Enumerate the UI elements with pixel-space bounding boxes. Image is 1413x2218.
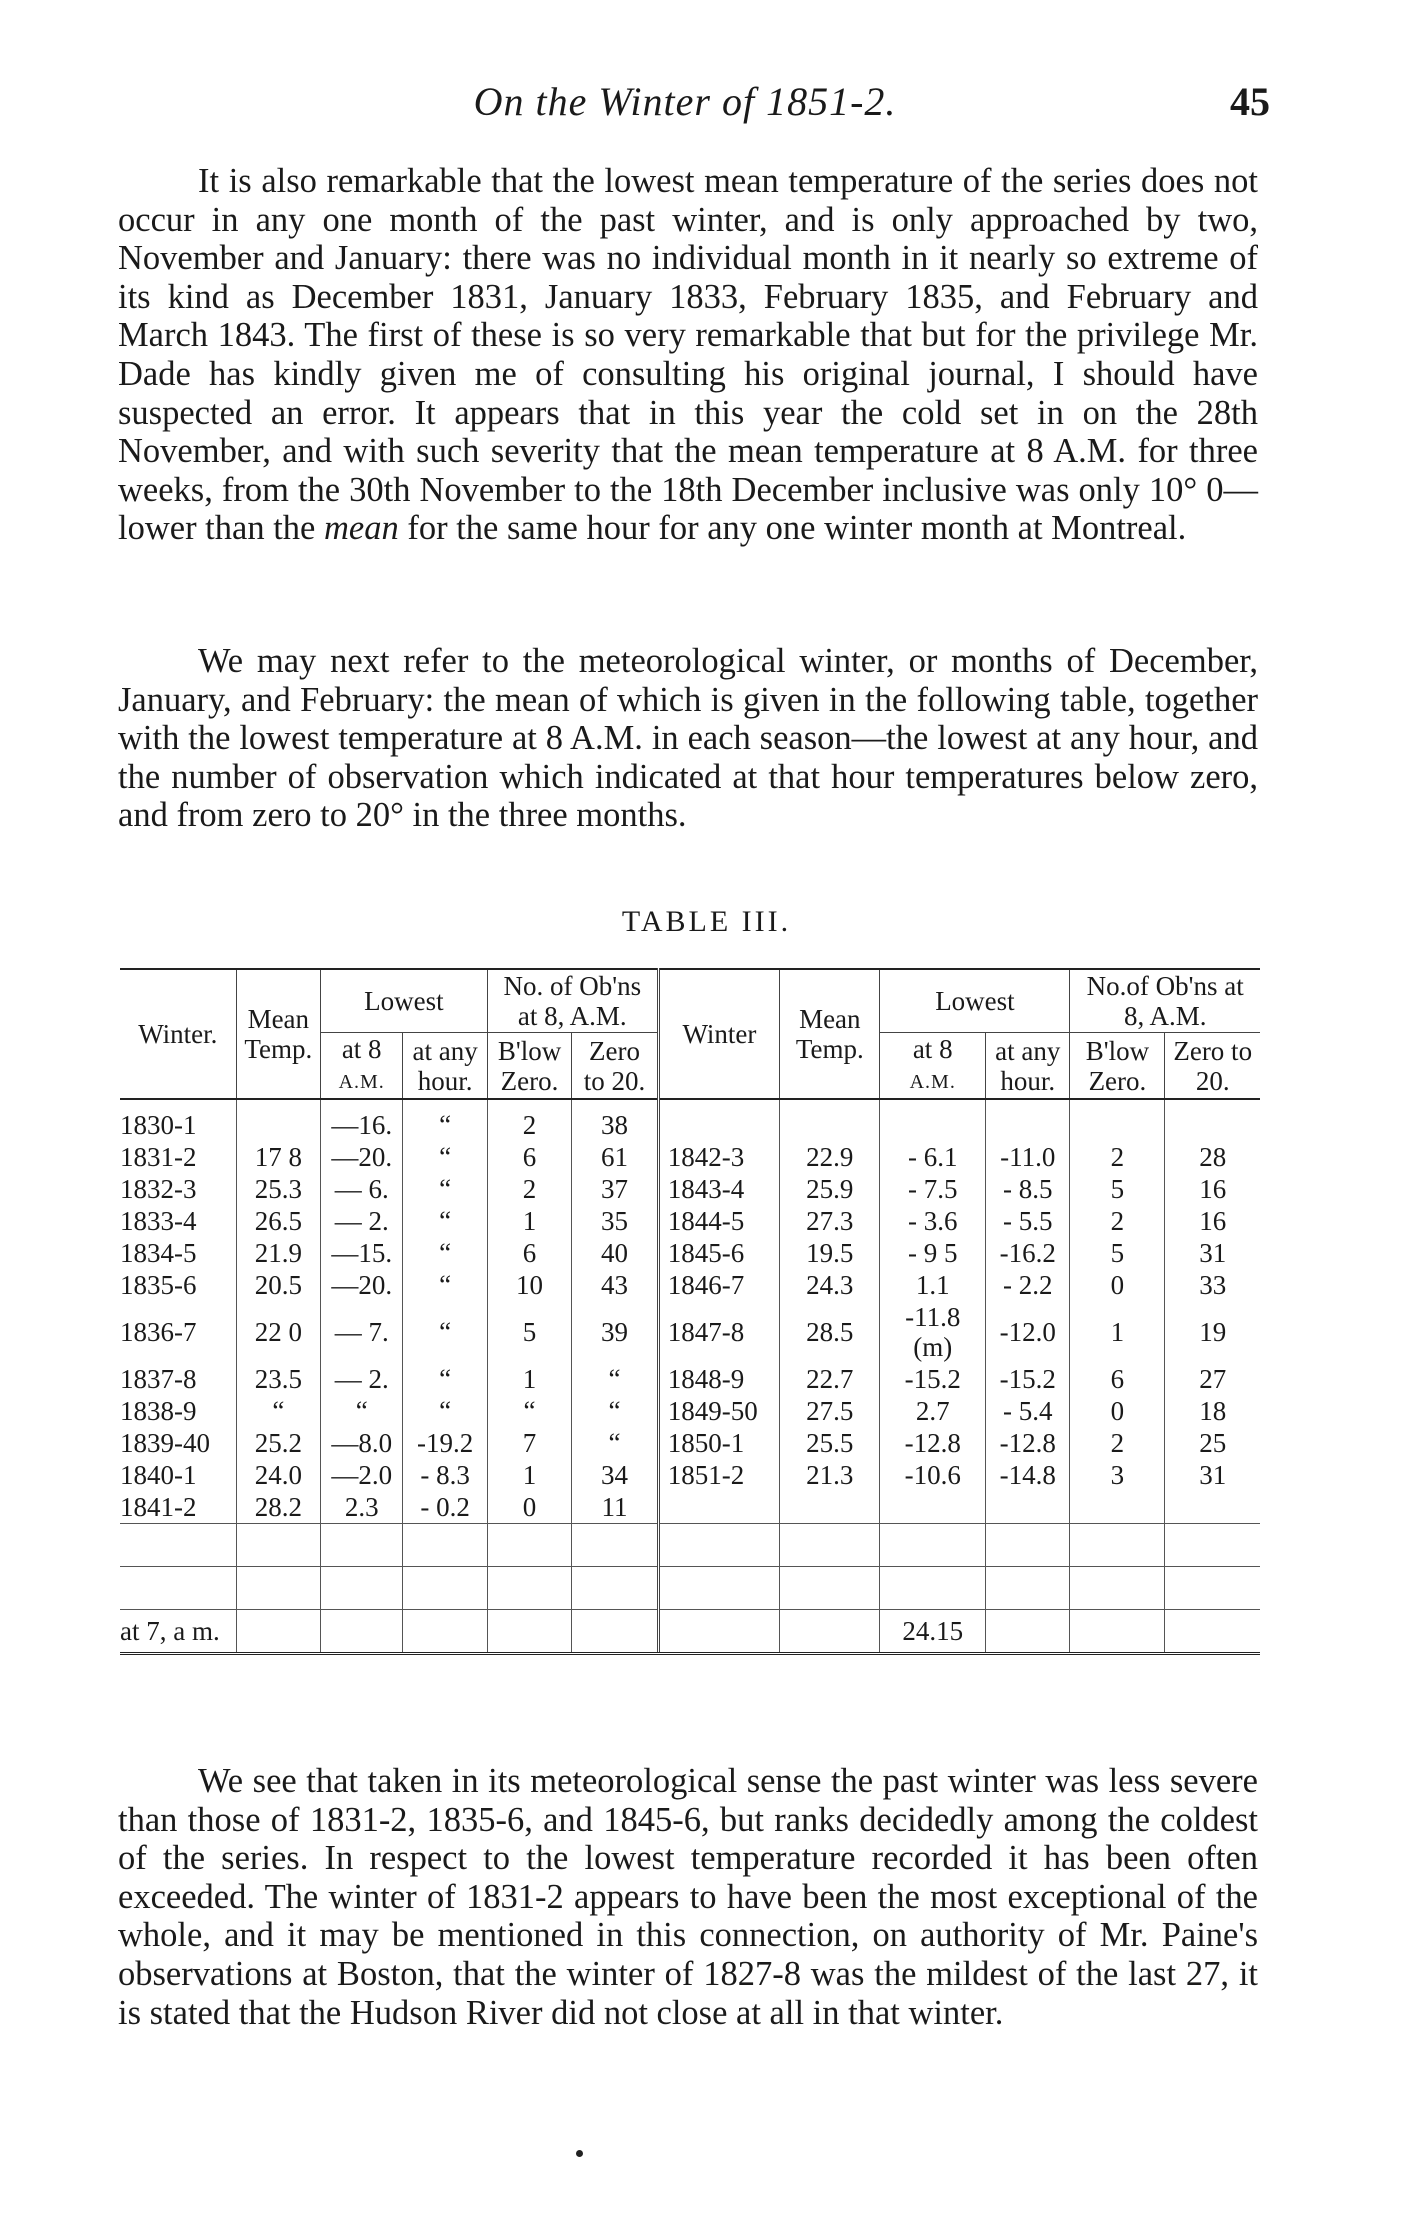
table-cell: 22 0 — [236, 1301, 320, 1363]
table-cell: 1.1 — [880, 1269, 986, 1301]
table-cell: “ — [487, 1395, 571, 1427]
table-cell: 11 — [572, 1491, 659, 1524]
table-cell: -12.8 — [985, 1427, 1069, 1459]
table-cell: 7 — [487, 1427, 571, 1459]
table-cell: 31 — [1165, 1459, 1260, 1491]
table-cell: 1844-5 — [658, 1205, 779, 1237]
table-cell: 43 — [572, 1269, 659, 1301]
table-cell: 6 — [487, 1237, 571, 1269]
table-cell: 2 — [487, 1099, 571, 1141]
data-table — [120, 968, 1260, 1655]
table-cell: 25.3 — [236, 1173, 320, 1205]
table-cell: “ — [403, 1363, 487, 1395]
table-cell: -11.0 — [985, 1141, 1069, 1173]
table-cell: — 6. — [321, 1173, 403, 1205]
table-cell: - 0.2 — [403, 1491, 487, 1524]
table-cell: 1847-8 — [658, 1301, 779, 1363]
table-cell: 1843-4 — [658, 1173, 779, 1205]
table-row — [120, 1141, 1260, 1173]
header-mean-temp: Mean Temp. — [236, 969, 320, 1099]
table-cell: 28.2 — [236, 1491, 320, 1524]
table-cell: - 9 5 — [880, 1237, 986, 1269]
table-cell: 5 — [487, 1301, 571, 1363]
table-cell: “ — [403, 1269, 487, 1301]
table-cell: 39 — [572, 1301, 659, 1363]
table-cell: — 7. — [321, 1301, 403, 1363]
table-cell — [1070, 1099, 1165, 1141]
table-cell — [780, 1099, 880, 1141]
header-at8-right: at 8 A.M. — [880, 1033, 986, 1100]
table-row — [120, 1491, 1260, 1524]
table-cell: -16.2 — [985, 1237, 1069, 1269]
table-cell: 35 — [572, 1205, 659, 1237]
table-cell — [880, 1099, 986, 1141]
table-cell: 1833-4 — [120, 1206, 197, 1236]
table-cell: 18 — [1165, 1395, 1260, 1427]
table-row — [120, 1237, 1260, 1269]
table-row — [120, 1363, 1260, 1395]
table-cell: -10.6 — [880, 1459, 986, 1491]
table-cell — [1165, 1491, 1260, 1524]
table-cell: “ — [403, 1237, 487, 1269]
table-cell: 1 — [487, 1205, 571, 1237]
header-winter-right: Winter — [658, 969, 779, 1099]
table-row — [120, 1301, 1260, 1363]
table-cell: —20. — [321, 1269, 403, 1301]
table-cell: 1 — [487, 1459, 571, 1491]
table-cell: 38 — [572, 1099, 659, 1141]
table-cell — [658, 1099, 779, 1141]
table-cell: -15.2 — [880, 1363, 986, 1395]
table-cell: 2 — [1070, 1141, 1165, 1173]
table-cell: 28 — [1165, 1141, 1260, 1173]
table-cell — [236, 1099, 320, 1141]
table-cell: 26.5 — [236, 1205, 320, 1237]
footer-label: at 7, a m. — [120, 1610, 236, 1654]
running-title: On the Winter of 1851-2. — [473, 79, 897, 124]
table-cell: “ — [321, 1395, 403, 1427]
table-row — [120, 1459, 1260, 1491]
table-cell: 25.9 — [780, 1173, 880, 1205]
table-cell: 2.3 — [321, 1491, 403, 1524]
header-any-hour: at any hour. — [403, 1033, 487, 1100]
table-cell: 2.7 — [880, 1395, 986, 1427]
table-cell: 61 — [572, 1141, 659, 1173]
table-cell: “ — [403, 1173, 487, 1205]
table-cell: “ — [572, 1427, 659, 1459]
table-cell: 24.3 — [780, 1269, 880, 1301]
header-below-zero-right: B'low Zero. — [1070, 1033, 1165, 1100]
table-cell: 1842-3 — [658, 1141, 779, 1173]
table-cell: 2 — [1070, 1427, 1165, 1459]
table-cell: - 5.5 — [985, 1205, 1069, 1237]
header-zero-to-20: Zero to 20. — [572, 1033, 659, 1100]
table-cell: 3 — [1070, 1459, 1165, 1491]
table-cell: -15.2 — [985, 1363, 1069, 1395]
table-cell: -12.0 — [985, 1301, 1069, 1363]
table-cell: 1850-1 — [658, 1427, 779, 1459]
table-cell: 31 — [1165, 1237, 1260, 1269]
table-cell: -11.8 (m) — [880, 1301, 986, 1363]
table-cell — [1165, 1099, 1260, 1141]
table-cell: —15. — [321, 1237, 403, 1269]
table-cell: 1845-6 — [658, 1237, 779, 1269]
table-cell: - 8.5 — [985, 1173, 1069, 1205]
table-cell: 2 — [487, 1173, 571, 1205]
table-cell: 21.3 — [780, 1459, 880, 1491]
table-cell: 22.9 — [780, 1141, 880, 1173]
table-cell: 40 — [572, 1237, 659, 1269]
table-cell: 24.0 — [236, 1459, 320, 1491]
table-cell: - 8.3 — [403, 1459, 487, 1491]
table-cell: “ — [572, 1395, 659, 1427]
table-cell: 1841-2 — [120, 1492, 197, 1522]
footer-row — [120, 1610, 1260, 1654]
table-cell: 1834-5 — [120, 1238, 197, 1268]
table-cell: 1831-2 — [120, 1142, 197, 1172]
table-cell — [985, 1099, 1069, 1141]
header-observations: No. of Ob'ns at 8, A.M. — [487, 969, 658, 1033]
table-cell: 5 — [1070, 1173, 1165, 1205]
table-row — [120, 1099, 1260, 1141]
paragraph-lowest-mean — [118, 162, 1258, 548]
table-cell: 1849-50 — [658, 1395, 779, 1427]
table-cell: 1838-9 — [120, 1396, 197, 1426]
table-cell: “ — [403, 1099, 487, 1141]
table-cell: 1840-1 — [120, 1460, 197, 1490]
header-at8: at 8 A.M. — [321, 1033, 403, 1100]
paragraph-text: for the same hour for any one winter month at Montreal. — [407, 509, 1187, 548]
table-cell: “ — [403, 1141, 487, 1173]
table-cell: 6 — [1070, 1363, 1165, 1395]
table-cell: 1846-7 — [658, 1269, 779, 1301]
table-cell: 0 — [1070, 1269, 1165, 1301]
table-cell: 19.5 — [780, 1237, 880, 1269]
running-head — [110, 78, 1270, 128]
table-cell: 0 — [1070, 1395, 1165, 1427]
table-cell: —8.0 — [321, 1427, 403, 1459]
blank-row — [120, 1524, 1260, 1567]
table-cell: 1848-9 — [658, 1363, 779, 1395]
table-cell — [880, 1491, 986, 1524]
table-cell: -19.2 — [403, 1427, 487, 1459]
header-zero-to-20-right: Zero to 20. — [1165, 1033, 1260, 1100]
table-row — [120, 1395, 1260, 1427]
table-cell: —16. — [321, 1099, 403, 1141]
blank-row — [120, 1567, 1260, 1610]
table-cell: 37 — [572, 1173, 659, 1205]
table-cell: “ — [572, 1363, 659, 1395]
table-cell: 1830-1 — [120, 1110, 197, 1140]
table-cell: 2 — [1070, 1205, 1165, 1237]
table-cell: 21.9 — [236, 1237, 320, 1269]
table-cell: 20.5 — [236, 1269, 320, 1301]
table-cell: 28.5 — [780, 1301, 880, 1363]
table-cell: — 2. — [321, 1363, 403, 1395]
winter-table — [120, 968, 1260, 1655]
table-cell: 1837-8 — [120, 1364, 197, 1394]
paragraph-conclusion: We see that taken in its meteorological sense the past winter was less severe than those of 1831-2, 1835-6, and 1845-6, but ranks decidedly among the coldest of the series. In respect to the lowest temperature recorded it has been often exceeded. The winter of 1831-2 appears to have been the most exceptional of the whole, and it may be mentioned in this connection, on authority of Mr. Paine's observations at Boston, that the winter of 1827-8 was the mildest of the last 27, it is stated that the Hudson River did not close at all in that winter. — [118, 1762, 1258, 2032]
header-winter: Winter. — [120, 969, 236, 1099]
table-cell: -14.8 — [985, 1459, 1069, 1491]
table-cell: 25 — [1165, 1427, 1260, 1459]
header-mean-temp-right: Mean Temp. — [780, 969, 880, 1099]
table-cell: 27 — [1165, 1363, 1260, 1395]
table-cell: 22.7 — [780, 1363, 880, 1395]
table-cell: 1851-2 — [658, 1459, 779, 1491]
table-cell: - 3.6 — [880, 1205, 986, 1237]
table-cell: 34 — [572, 1459, 659, 1491]
table-cell — [985, 1491, 1069, 1524]
table-cell: 23.5 — [236, 1363, 320, 1395]
table-cell: 0 — [487, 1491, 571, 1524]
header-lowest: Lowest — [321, 969, 488, 1033]
table-cell: - 5.4 — [985, 1395, 1069, 1427]
table-cell: - 6.1 — [880, 1141, 986, 1173]
table-row — [120, 1427, 1260, 1459]
table-cell — [780, 1491, 880, 1524]
table-cell: 1 — [1070, 1301, 1165, 1363]
table-cell: 33 — [1165, 1269, 1260, 1301]
table-cell: 25.5 — [780, 1427, 880, 1459]
page-number: 45 — [1230, 79, 1270, 124]
header-below-zero: B'low Zero. — [487, 1033, 571, 1100]
table-cell: - 2.2 — [985, 1269, 1069, 1301]
table-cell: 16 — [1165, 1205, 1260, 1237]
table-cell: 1 — [487, 1363, 571, 1395]
table-cell: 6 — [487, 1141, 571, 1173]
header-lowest-right: Lowest — [880, 969, 1070, 1033]
table-cell: 16 — [1165, 1173, 1260, 1205]
table-row — [120, 1173, 1260, 1205]
table-cell: -12.8 — [880, 1427, 986, 1459]
table-cell — [658, 1491, 779, 1524]
table-cell: 1832-3 — [120, 1174, 197, 1204]
paragraph-meteorological-winter: We may next refer to the meteorological winter, or months of December, January, and February: the mean of which is given in the following table, together with the lowest temperature at 8 A.M. in each season—the lowest at any hour, and the number of observation which indicated at that hour temperatures below zero, and from zero to 20° in the three months. — [118, 642, 1258, 835]
table-cell: 5 — [1070, 1237, 1165, 1269]
table-cell: 1836-7 — [120, 1317, 197, 1347]
table-cell: 10 — [487, 1269, 571, 1301]
table-cell: 1835-6 — [120, 1270, 197, 1300]
table-row — [120, 1205, 1260, 1237]
table-body — [120, 1099, 1260, 1654]
table-cell: - 7.5 — [880, 1173, 986, 1205]
table-cell: — 2. — [321, 1205, 403, 1237]
emphasis-mean: mean — [323, 509, 399, 548]
printer-mark — [576, 2150, 583, 2157]
table-cell: 27.5 — [780, 1395, 880, 1427]
table-row — [120, 1269, 1260, 1301]
table-cell: —20. — [321, 1141, 403, 1173]
paragraph-text: It is also remarkable that the lowest mean temperature of the series does not occur in any one month of the past winter, and is only approached by two, November and January: there was no individual month in it nearly so extreme of its kind as December 1831, January 1833, February 1835, and February and March 1843. The first of these is so very remarkable that but for the privilege Mr. Dade has kindly given me of consulting his original journal, I should have suspected an error. It appears that in this year the cold set in on the 28th November, and with such severity that the mean temperature at 8 A.M. for three weeks, from the 30th November to the 18th December inclusive was only 10° 0—lower than the — [118, 162, 1258, 548]
table-cell: “ — [403, 1301, 487, 1363]
table-cell: “ — [236, 1395, 320, 1427]
header-any-hour-right: at any hour. — [985, 1033, 1069, 1100]
table-title: TABLE III. — [621, 905, 792, 938]
table-cell: 19 — [1165, 1301, 1260, 1363]
table-cell: —2.0 — [321, 1459, 403, 1491]
table-cell: 25.2 — [236, 1427, 320, 1459]
table-cell — [1070, 1491, 1165, 1524]
table-cell: “ — [403, 1395, 487, 1427]
table-cell: 27.3 — [780, 1205, 880, 1237]
table-cell: “ — [403, 1205, 487, 1237]
footer-value: 24.15 — [880, 1610, 986, 1654]
table-cell: 1839-40 — [120, 1428, 210, 1458]
table-cell: 17 8 — [236, 1141, 320, 1173]
header-observations-right: No.of Ob'ns at 8, A.M. — [1070, 969, 1260, 1033]
